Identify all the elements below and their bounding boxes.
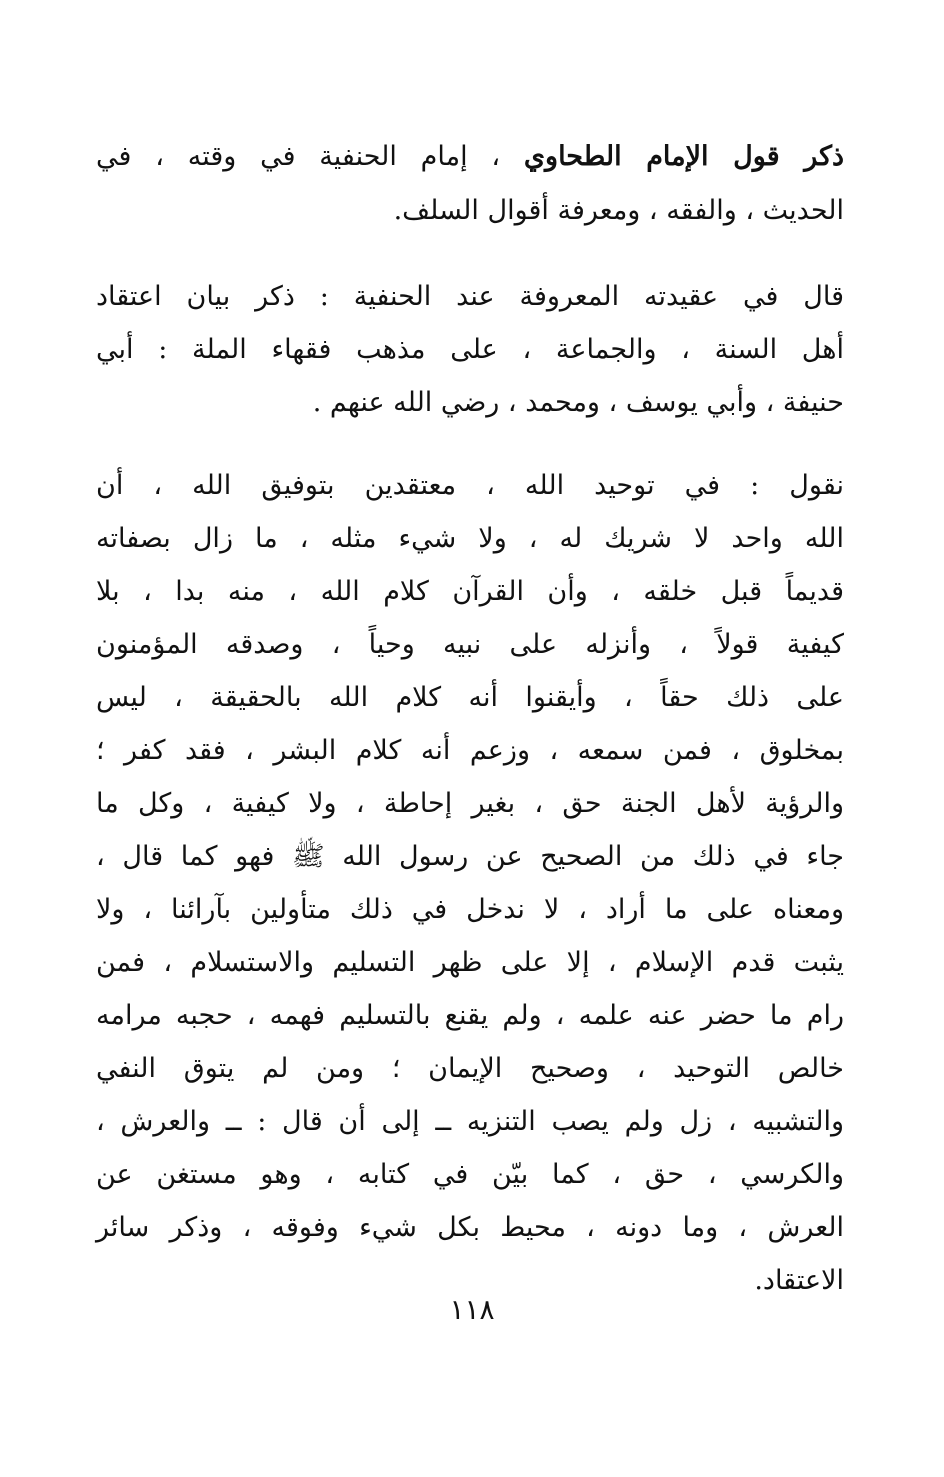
paragraph-line: العرش ، وما دونه ، محيط بكل شيء وفوقه ، وذكر سائر (96, 1212, 844, 1243)
heading-bold-title: ذكر قول الإمام الطحاوي (523, 141, 844, 172)
paragraph-line: قال في عقيدته المعروفة عند الحنفية : ذكر بيان اعتقاد (96, 281, 844, 312)
paragraph-line: ومعناه على ما أراد ، لا ندخل في ذلك متأولين بآرائنا ، ولا (96, 894, 844, 925)
heading-line-1-rest: ، إمام الحنفية في وقته ، في (96, 141, 501, 172)
paragraph-intro (96, 270, 844, 429)
paragraph-line: خالص التوحيد ، وصحيح الإيمان ؛ ومن لم يتوق النفي (96, 1053, 844, 1084)
page-number: ١١٨ (449, 1293, 495, 1326)
heading-line-1 (96, 130, 844, 184)
paragraph-line: يثبت قدم الإسلام ، إلا على ظهر التسليم والاستسلام ، فمن (96, 947, 844, 978)
paragraph-line: نقول : في توحيد الله ، معتقدين بتوفيق الله ، أن (96, 470, 844, 501)
paragraph-line: حنيفة ، وأبي يوسف ، ومحمد ، رضي الله عنهم . (312, 387, 844, 418)
paragraph-line: قديماً قبل خلقه ، وأن القرآن كلام الله ، منه بدا ، بلا (96, 576, 844, 607)
paragraph-line: والكرسي ، حق ، كما بيّن في كتابه ، وهو مستغن عن (96, 1159, 844, 1190)
paragraph-line: الله واحد لا شريك له ، ولا شيء مثله ، ما زال بصفاته (96, 523, 844, 554)
paragraph-line: والرؤية لأهل الجنة حق ، بغير إحاطة ، ولا كيفية ، وكل ما (96, 788, 844, 819)
paragraph-line: جاء في ذلك من الصحيح عن رسول الله ﷺ فهو كما قال ، (96, 841, 844, 872)
paragraph-line: الاعتقاد. (754, 1265, 844, 1296)
paragraph-line: على ذلك حقاً ، وأيقنوا أنه كلام الله بالحقيقة ، ليس (96, 682, 844, 713)
paragraph-creed (96, 459, 844, 1307)
paragraph-line: بمخلوق ، فمن سمعه ، وزعم أنه كلام البشر ، فقد كفر ؛ (96, 735, 844, 766)
heading-line-2: الحديث ، والفقه ، ومعرفة أقوال السلف. (393, 195, 844, 226)
paragraph-line: والتشبيه ، زل ولم يصب التنزيه ــ إلى أن قال : ــ والعرش ، (96, 1106, 844, 1137)
paragraph-line: رام ما حضر عنه علمه ، ولم يقنع بالتسليم فهمه ، حجبه مرامه (96, 1000, 844, 1031)
paragraph-line: كيفية قولاً ، وأنزله على نبيه وحياً ، وصدقه المؤمنون (96, 629, 844, 660)
section-heading (96, 130, 844, 238)
paragraph-line: أهل السنة ، والجماعة ، على مذهب فقهاء الملة : أبي (96, 334, 844, 365)
